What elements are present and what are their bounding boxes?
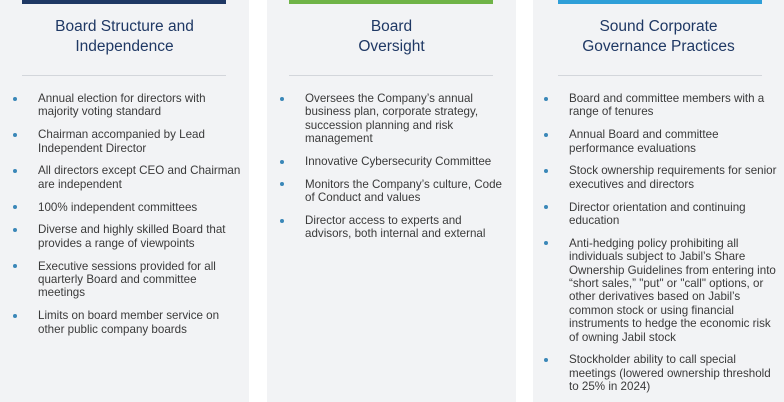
list-item xyxy=(38,92,244,119)
column-divider xyxy=(558,75,762,76)
bullet-icon xyxy=(544,241,548,245)
list-item-text: Anti-hedging policy prohibiting all individuals subject to Jabil’s Share Ownership Guidelines from entering into “short sales,” "put" or "call" options, or other derivatives based on Jabil’s common stock or using financial instruments to hedge the economic risk of owning Jabil stock xyxy=(569,236,776,344)
list-item-text: Stock ownership requirements for senior executives and directors xyxy=(569,164,777,191)
list-item xyxy=(305,155,511,168)
list-item xyxy=(38,201,244,214)
list-item xyxy=(569,237,777,344)
list-item-text: Limits on board member service on other public company boards xyxy=(38,309,220,336)
list-item-text: Chairman accompanied by Lead Independent Director xyxy=(38,128,205,155)
list-item-text: Annual Board and committee performance evaluations xyxy=(569,128,719,155)
bullet-icon xyxy=(280,160,284,164)
list-item xyxy=(38,309,244,336)
list-item-text: Monitors the Company’s culture, Code of Conduct and values xyxy=(305,177,502,205)
column-title: Sound Corporate Governance Practices xyxy=(582,18,735,55)
list-item xyxy=(569,164,777,191)
bullet-icon xyxy=(13,97,17,101)
bullet-icon xyxy=(544,169,548,173)
column-divider xyxy=(289,75,493,76)
bullet-icon xyxy=(544,97,548,101)
bullet-icon xyxy=(544,358,548,362)
column-title: Board Structure and Independence xyxy=(55,18,194,55)
list-item-text: Director orientation and continuing education xyxy=(569,200,746,228)
bullet-icon xyxy=(280,97,284,101)
column-board-structure xyxy=(0,0,249,402)
column-governance-practices xyxy=(533,0,784,402)
list-item xyxy=(305,214,511,241)
list-item-text: Director access to experts and advisors, both internal and external xyxy=(305,214,486,241)
bullet-icon xyxy=(13,169,17,173)
bullet-icon xyxy=(13,264,17,268)
column-accent-bar xyxy=(22,0,226,4)
bullet-icon xyxy=(13,314,17,318)
list-item-text: Board and committee members with a range of tenures xyxy=(569,92,765,119)
bullet-icon xyxy=(13,205,17,209)
column-items xyxy=(305,92,511,250)
list-item-text: Diverse and highly skilled Board that provides a range of viewpoints xyxy=(38,223,226,250)
column-accent-bar xyxy=(558,0,762,4)
column-divider xyxy=(22,75,226,76)
list-item xyxy=(569,128,777,155)
list-item-text: Annual election for directors with majority voting standard xyxy=(38,92,206,119)
list-item-text: Stockholder ability to call special meetings (lowered ownership threshold to 25% in 2024) xyxy=(569,353,771,394)
list-item-text: Oversees the Company’s annual business plan, corporate strategy, succession planning and risk management xyxy=(305,92,479,146)
column-board-oversight xyxy=(267,0,516,402)
bullet-icon xyxy=(544,205,548,209)
column-title: Board Oversight xyxy=(358,18,425,55)
list-item-text: 100% independent committees xyxy=(38,200,198,214)
list-item xyxy=(38,260,244,300)
list-item xyxy=(569,353,777,393)
list-item xyxy=(305,178,511,205)
bullet-icon xyxy=(280,219,284,223)
bullet-icon xyxy=(13,228,17,232)
list-item xyxy=(569,92,777,119)
column-items xyxy=(38,92,244,345)
list-item-text: Executive sessions provided for all quarterly Board and committee meetings xyxy=(38,259,216,300)
list-item xyxy=(38,164,244,191)
column-accent-bar xyxy=(289,0,493,4)
list-item xyxy=(38,223,244,250)
list-item xyxy=(38,128,244,155)
list-item xyxy=(305,92,511,146)
list-item xyxy=(569,201,777,228)
bullet-icon xyxy=(13,133,17,137)
bullet-icon xyxy=(280,182,284,186)
list-item-text: Innovative Cybersecurity Committee xyxy=(305,155,492,169)
list-item-text: All directors except CEO and Chairman are independent xyxy=(38,164,241,191)
bullet-icon xyxy=(544,133,548,137)
column-items xyxy=(569,92,777,402)
